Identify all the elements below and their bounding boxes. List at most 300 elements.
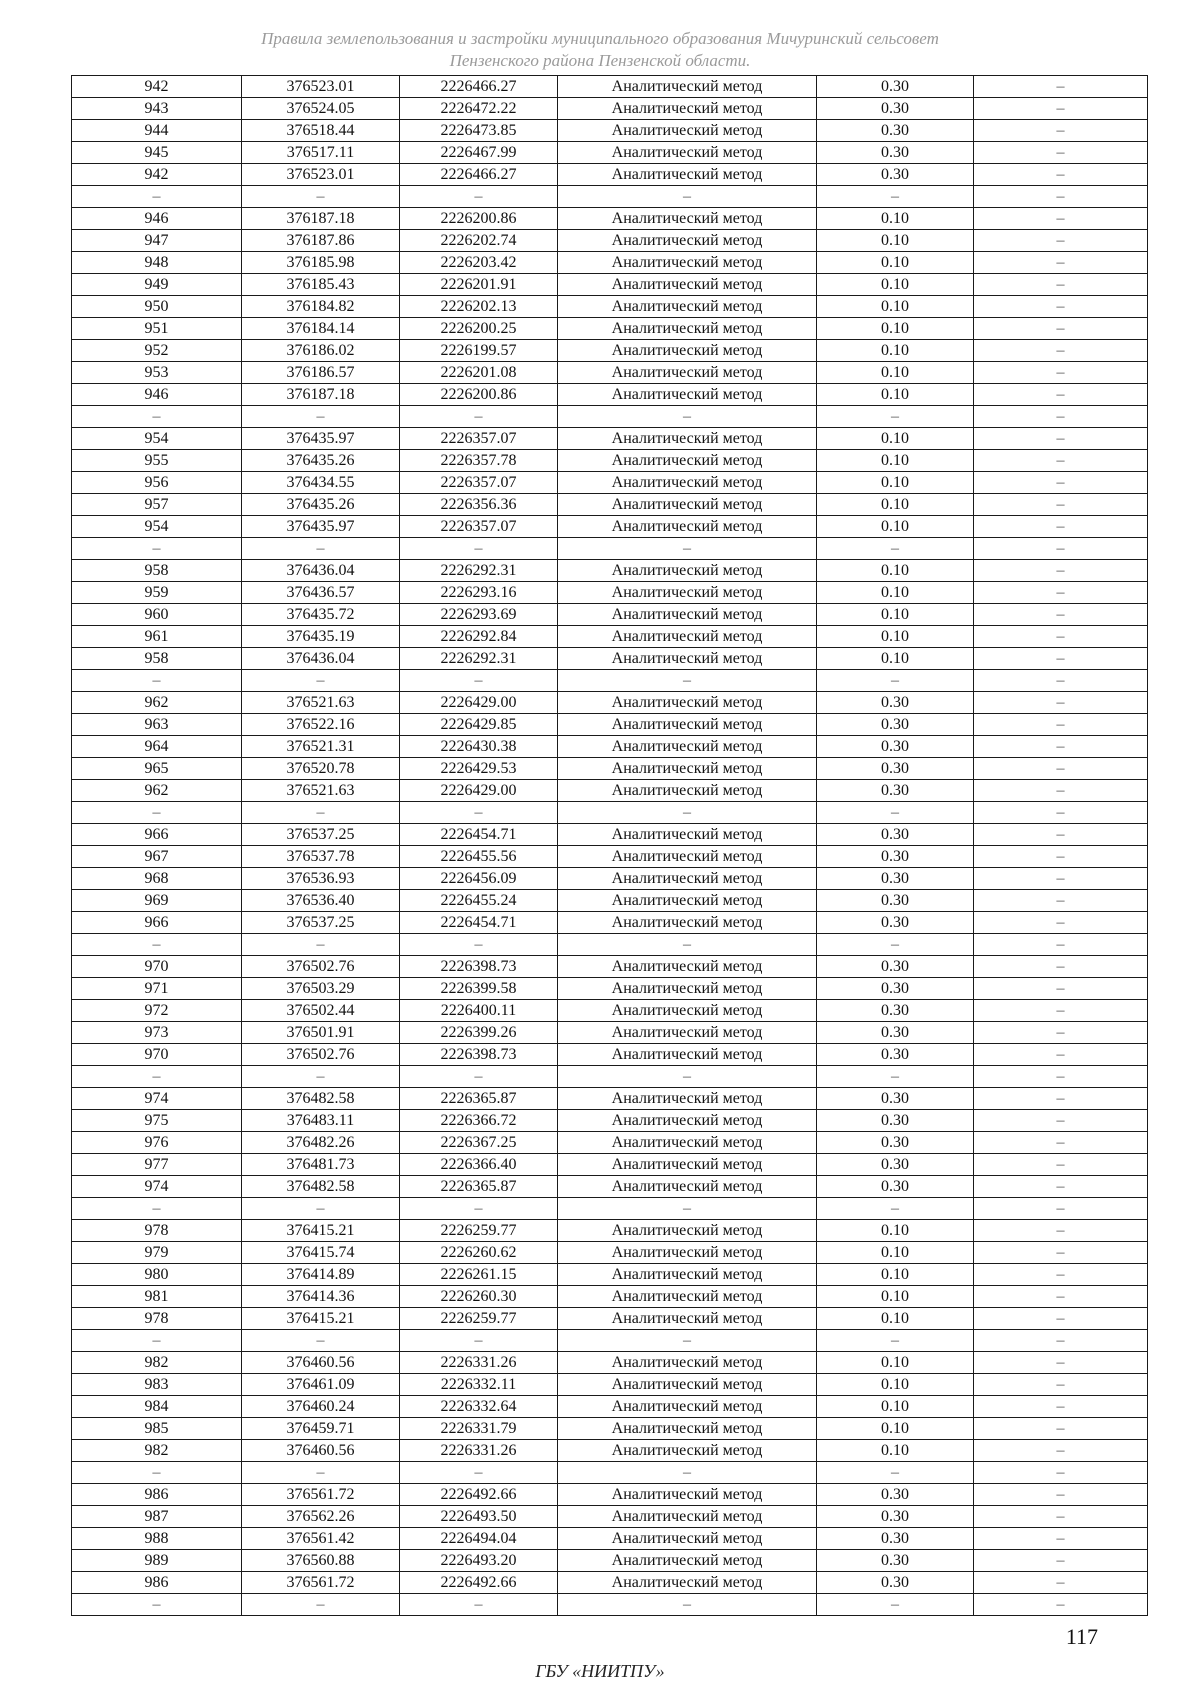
point-number-cell: – <box>72 1594 242 1616</box>
point-number-cell: – <box>72 186 242 208</box>
point-number-cell: 962 <box>72 692 242 714</box>
note-cell: – <box>974 1132 1148 1154</box>
x-coordinate-cell: 376186.57 <box>242 362 400 384</box>
y-coordinate-cell: 2226292.84 <box>400 626 558 648</box>
table-row <box>72 1308 1148 1330</box>
accuracy-cell: 0.30 <box>817 164 974 186</box>
note-cell: – <box>974 362 1148 384</box>
method-cell: – <box>558 1066 817 1088</box>
y-coordinate-cell: 2226292.31 <box>400 560 558 582</box>
accuracy-cell: 0.10 <box>817 450 974 472</box>
accuracy-cell: 0.10 <box>817 208 974 230</box>
x-coordinate-cell: 376561.72 <box>242 1572 400 1594</box>
y-coordinate-cell: 2226399.58 <box>400 978 558 1000</box>
y-coordinate-cell: 2226455.56 <box>400 846 558 868</box>
point-number-cell: 971 <box>72 978 242 1000</box>
point-number-cell: 978 <box>72 1308 242 1330</box>
table-row <box>72 1396 1148 1418</box>
note-cell: – <box>974 890 1148 912</box>
accuracy-cell: 0.10 <box>817 296 974 318</box>
point-number-cell: 978 <box>72 1220 242 1242</box>
method-cell: Аналитический метод <box>558 208 817 230</box>
note-cell: – <box>974 1528 1148 1550</box>
accuracy-cell: 0.10 <box>817 604 974 626</box>
point-number-cell: – <box>72 538 242 560</box>
y-coordinate-cell: 2226202.13 <box>400 296 558 318</box>
x-coordinate-cell: 376460.56 <box>242 1352 400 1374</box>
point-number-cell: 986 <box>72 1572 242 1594</box>
method-cell: – <box>558 934 817 956</box>
method-cell: Аналитический метод <box>558 296 817 318</box>
x-coordinate-cell: – <box>242 1198 400 1220</box>
accuracy-cell: 0.30 <box>817 1506 974 1528</box>
y-coordinate-cell: 2226332.64 <box>400 1396 558 1418</box>
x-coordinate-cell: 376415.21 <box>242 1220 400 1242</box>
x-coordinate-cell: 376459.71 <box>242 1418 400 1440</box>
method-cell: Аналитический метод <box>558 648 817 670</box>
y-coordinate-cell: 2226466.27 <box>400 76 558 98</box>
point-number-cell: 953 <box>72 362 242 384</box>
method-cell: Аналитический метод <box>558 582 817 604</box>
table-row <box>72 1484 1148 1506</box>
x-coordinate-cell: 376521.63 <box>242 780 400 802</box>
accuracy-cell: – <box>817 406 974 428</box>
y-coordinate-cell: 2226367.25 <box>400 1132 558 1154</box>
accuracy-cell: – <box>817 670 974 692</box>
note-cell: – <box>974 98 1148 120</box>
x-coordinate-cell: 376502.76 <box>242 1044 400 1066</box>
note-cell: – <box>974 758 1148 780</box>
accuracy-cell: 0.10 <box>817 230 974 252</box>
note-cell: – <box>974 208 1148 230</box>
accuracy-cell: 0.10 <box>817 318 974 340</box>
note-cell: – <box>974 450 1148 472</box>
method-cell: – <box>558 1330 817 1352</box>
note-cell: – <box>974 1352 1148 1374</box>
point-number-cell: 960 <box>72 604 242 626</box>
y-coordinate-cell: – <box>400 1330 558 1352</box>
y-coordinate-cell: 2226366.40 <box>400 1154 558 1176</box>
method-cell: – <box>558 670 817 692</box>
method-cell: Аналитический метод <box>558 1264 817 1286</box>
accuracy-cell: 0.10 <box>817 1286 974 1308</box>
table-row <box>72 1044 1148 1066</box>
y-coordinate-cell: 2226473.85 <box>400 120 558 142</box>
coordinates-table-body <box>72 76 1148 1616</box>
point-number-cell: 952 <box>72 340 242 362</box>
x-coordinate-cell: 376460.56 <box>242 1440 400 1462</box>
method-cell: Аналитический метод <box>558 1088 817 1110</box>
method-cell: Аналитический метод <box>558 1154 817 1176</box>
x-coordinate-cell: 376502.76 <box>242 956 400 978</box>
x-coordinate-cell: 376482.26 <box>242 1132 400 1154</box>
coordinates-table <box>71 75 1148 1616</box>
table-row <box>72 912 1148 934</box>
note-cell: – <box>974 1308 1148 1330</box>
y-coordinate-cell: – <box>400 1462 558 1484</box>
x-coordinate-cell: 376483.11 <box>242 1110 400 1132</box>
y-coordinate-cell: 2226456.09 <box>400 868 558 890</box>
table-row <box>72 1066 1148 1088</box>
y-coordinate-cell: 2226357.07 <box>400 428 558 450</box>
table-row <box>72 1176 1148 1198</box>
x-coordinate-cell: 376520.78 <box>242 758 400 780</box>
y-coordinate-cell: 2226455.24 <box>400 890 558 912</box>
accuracy-cell: – <box>817 1462 974 1484</box>
accuracy-cell: 0.10 <box>817 428 974 450</box>
table-row <box>72 604 1148 626</box>
y-coordinate-cell: 2226454.71 <box>400 824 558 846</box>
table-row <box>72 252 1148 274</box>
y-coordinate-cell: 2226293.69 <box>400 604 558 626</box>
point-number-cell: 961 <box>72 626 242 648</box>
point-number-cell: 959 <box>72 582 242 604</box>
y-coordinate-cell: 2226201.08 <box>400 362 558 384</box>
table-row <box>72 626 1148 648</box>
point-number-cell: 988 <box>72 1528 242 1550</box>
point-number-cell: 970 <box>72 1044 242 1066</box>
method-cell: – <box>558 186 817 208</box>
table-row <box>72 164 1148 186</box>
point-number-cell: 975 <box>72 1110 242 1132</box>
accuracy-cell: 0.30 <box>817 1550 974 1572</box>
y-coordinate-cell: 2226454.71 <box>400 912 558 934</box>
y-coordinate-cell: 2226259.77 <box>400 1220 558 1242</box>
point-number-cell: 982 <box>72 1352 242 1374</box>
note-cell: – <box>974 1462 1148 1484</box>
x-coordinate-cell: 376560.88 <box>242 1550 400 1572</box>
note-cell: – <box>974 780 1148 802</box>
note-cell: – <box>974 318 1148 340</box>
note-cell: – <box>974 648 1148 670</box>
x-coordinate-cell: 376482.58 <box>242 1176 400 1198</box>
y-coordinate-cell: 2226202.74 <box>400 230 558 252</box>
y-coordinate-cell: 2226331.79 <box>400 1418 558 1440</box>
x-coordinate-cell: 376521.31 <box>242 736 400 758</box>
method-cell: Аналитический метод <box>558 956 817 978</box>
accuracy-cell: 0.10 <box>817 494 974 516</box>
note-cell: – <box>974 1000 1148 1022</box>
method-cell: Аналитический метод <box>558 1396 817 1418</box>
point-number-cell: – <box>72 670 242 692</box>
accuracy-cell: 0.10 <box>817 582 974 604</box>
note-cell: – <box>974 1022 1148 1044</box>
point-number-cell: – <box>72 1066 242 1088</box>
method-cell: – <box>558 538 817 560</box>
method-cell: – <box>558 802 817 824</box>
point-number-cell: – <box>72 1198 242 1220</box>
y-coordinate-cell: 2226429.85 <box>400 714 558 736</box>
method-cell: Аналитический метод <box>558 472 817 494</box>
table-row <box>72 76 1148 98</box>
point-number-cell: 954 <box>72 428 242 450</box>
y-coordinate-cell: – <box>400 802 558 824</box>
point-number-cell: 947 <box>72 230 242 252</box>
note-cell: – <box>974 1176 1148 1198</box>
table-row <box>72 1352 1148 1374</box>
method-cell: Аналитический метод <box>558 978 817 1000</box>
x-coordinate-cell: 376523.01 <box>242 164 400 186</box>
point-number-cell: 955 <box>72 450 242 472</box>
point-number-cell: 948 <box>72 252 242 274</box>
x-coordinate-cell: 376502.44 <box>242 1000 400 1022</box>
table-row <box>72 1594 1148 1616</box>
method-cell: Аналитический метод <box>558 1484 817 1506</box>
accuracy-cell: 0.10 <box>817 516 974 538</box>
method-cell: Аналитический метод <box>558 1550 817 1572</box>
method-cell: Аналитический метод <box>558 1022 817 1044</box>
table-row <box>72 186 1148 208</box>
accuracy-cell: 0.30 <box>817 868 974 890</box>
point-number-cell: 946 <box>72 384 242 406</box>
accuracy-cell: 0.30 <box>817 1528 974 1550</box>
accuracy-cell: 0.30 <box>817 1176 974 1198</box>
table-row <box>72 362 1148 384</box>
x-coordinate-cell: 376415.21 <box>242 1308 400 1330</box>
accuracy-cell: 0.30 <box>817 120 974 142</box>
point-number-cell: 956 <box>72 472 242 494</box>
method-cell: Аналитический метод <box>558 692 817 714</box>
method-cell: Аналитический метод <box>558 824 817 846</box>
accuracy-cell: 0.30 <box>817 98 974 120</box>
accuracy-cell: 0.30 <box>817 1572 974 1594</box>
accuracy-cell: 0.30 <box>817 1132 974 1154</box>
method-cell: Аналитический метод <box>558 1418 817 1440</box>
note-cell: – <box>974 494 1148 516</box>
table-row <box>72 560 1148 582</box>
method-cell: – <box>558 1198 817 1220</box>
method-cell: Аналитический метод <box>558 560 817 582</box>
note-cell: – <box>974 538 1148 560</box>
method-cell: Аналитический метод <box>558 1572 817 1594</box>
note-cell: – <box>974 956 1148 978</box>
y-coordinate-cell: – <box>400 186 558 208</box>
x-coordinate-cell: 376184.14 <box>242 318 400 340</box>
note-cell: – <box>974 1330 1148 1352</box>
point-number-cell: 945 <box>72 142 242 164</box>
method-cell: Аналитический метод <box>558 1242 817 1264</box>
accuracy-cell: – <box>817 1330 974 1352</box>
x-coordinate-cell: 376518.44 <box>242 120 400 142</box>
point-number-cell: 983 <box>72 1374 242 1396</box>
table-row <box>72 1528 1148 1550</box>
accuracy-cell: 0.30 <box>817 1044 974 1066</box>
x-coordinate-cell: 376186.02 <box>242 340 400 362</box>
table-row <box>72 318 1148 340</box>
x-coordinate-cell: 376436.04 <box>242 648 400 670</box>
accuracy-cell: 0.30 <box>817 758 974 780</box>
y-coordinate-cell: 2226200.86 <box>400 384 558 406</box>
method-cell: Аналитический метод <box>558 758 817 780</box>
point-number-cell: 977 <box>72 1154 242 1176</box>
x-coordinate-cell: 376524.05 <box>242 98 400 120</box>
note-cell: – <box>974 1044 1148 1066</box>
table-row <box>72 1000 1148 1022</box>
y-coordinate-cell: 2226259.77 <box>400 1308 558 1330</box>
table-row <box>72 1330 1148 1352</box>
point-number-cell: 962 <box>72 780 242 802</box>
x-coordinate-cell: 376414.89 <box>242 1264 400 1286</box>
method-cell: Аналитический метод <box>558 604 817 626</box>
accuracy-cell: 0.10 <box>817 1418 974 1440</box>
accuracy-cell: 0.10 <box>817 1374 974 1396</box>
note-cell: – <box>974 1286 1148 1308</box>
point-number-cell: 966 <box>72 912 242 934</box>
table-row <box>72 978 1148 1000</box>
method-cell: Аналитический метод <box>558 912 817 934</box>
note-cell: – <box>974 714 1148 736</box>
table-row <box>72 98 1148 120</box>
accuracy-cell: 0.30 <box>817 780 974 802</box>
accuracy-cell: 0.10 <box>817 1396 974 1418</box>
accuracy-cell: 0.10 <box>817 1242 974 1264</box>
accuracy-cell: 0.30 <box>817 978 974 1000</box>
point-number-cell: 976 <box>72 1132 242 1154</box>
note-cell: – <box>974 604 1148 626</box>
x-coordinate-cell: 376434.55 <box>242 472 400 494</box>
point-number-cell: 985 <box>72 1418 242 1440</box>
point-number-cell: – <box>72 1462 242 1484</box>
table-row <box>72 1198 1148 1220</box>
note-cell: – <box>974 1484 1148 1506</box>
x-coordinate-cell: 376435.97 <box>242 428 400 450</box>
method-cell: Аналитический метод <box>558 1220 817 1242</box>
accuracy-cell: 0.30 <box>817 1022 974 1044</box>
x-coordinate-cell: – <box>242 802 400 824</box>
method-cell: Аналитический метод <box>558 1176 817 1198</box>
x-coordinate-cell: 376435.97 <box>242 516 400 538</box>
table-row <box>72 1154 1148 1176</box>
x-coordinate-cell: 376460.24 <box>242 1396 400 1418</box>
accuracy-cell: – <box>817 1198 974 1220</box>
point-number-cell: – <box>72 406 242 428</box>
y-coordinate-cell: 2226365.87 <box>400 1088 558 1110</box>
table-row <box>72 1242 1148 1264</box>
y-coordinate-cell: 2226201.91 <box>400 274 558 296</box>
x-coordinate-cell: – <box>242 186 400 208</box>
table-row <box>72 538 1148 560</box>
note-cell: – <box>974 1242 1148 1264</box>
table-row <box>72 1132 1148 1154</box>
method-cell: Аналитический метод <box>558 1374 817 1396</box>
x-coordinate-cell: 376415.74 <box>242 1242 400 1264</box>
point-number-cell: 982 <box>72 1440 242 1462</box>
point-number-cell: – <box>72 802 242 824</box>
method-cell: – <box>558 1462 817 1484</box>
table-row <box>72 824 1148 846</box>
table-row <box>72 406 1148 428</box>
x-coordinate-cell: 376517.11 <box>242 142 400 164</box>
note-cell: – <box>974 978 1148 1000</box>
accuracy-cell: – <box>817 186 974 208</box>
table-row <box>72 758 1148 780</box>
accuracy-cell: – <box>817 1594 974 1616</box>
y-coordinate-cell: 2226331.26 <box>400 1440 558 1462</box>
x-coordinate-cell: 376436.57 <box>242 582 400 604</box>
point-number-cell: 942 <box>72 76 242 98</box>
y-coordinate-cell: 2226357.07 <box>400 472 558 494</box>
x-coordinate-cell: 376537.78 <box>242 846 400 868</box>
x-coordinate-cell: 376522.16 <box>242 714 400 736</box>
accuracy-cell: 0.10 <box>817 560 974 582</box>
method-cell: Аналитический метод <box>558 384 817 406</box>
table-row <box>72 1572 1148 1594</box>
note-cell: – <box>974 1264 1148 1286</box>
note-cell: – <box>974 120 1148 142</box>
note-cell: – <box>974 428 1148 450</box>
table-row <box>72 802 1148 824</box>
y-coordinate-cell: – <box>400 538 558 560</box>
note-cell: – <box>974 1396 1148 1418</box>
accuracy-cell: 0.10 <box>817 1352 974 1374</box>
y-coordinate-cell: 2226466.27 <box>400 164 558 186</box>
accuracy-cell: 0.10 <box>817 252 974 274</box>
accuracy-cell: 0.10 <box>817 384 974 406</box>
point-number-cell: 980 <box>72 1264 242 1286</box>
method-cell: Аналитический метод <box>558 626 817 648</box>
table-row <box>72 450 1148 472</box>
x-coordinate-cell: – <box>242 934 400 956</box>
note-cell: – <box>974 692 1148 714</box>
y-coordinate-cell: 2226357.78 <box>400 450 558 472</box>
note-cell: – <box>974 1572 1148 1594</box>
x-coordinate-cell: 376521.63 <box>242 692 400 714</box>
accuracy-cell: 0.10 <box>817 1308 974 1330</box>
table-row <box>72 494 1148 516</box>
method-cell: Аналитический метод <box>558 1440 817 1462</box>
note-cell: – <box>974 846 1148 868</box>
note-cell: – <box>974 824 1148 846</box>
y-coordinate-cell: 2226331.26 <box>400 1352 558 1374</box>
x-coordinate-cell: 376537.25 <box>242 824 400 846</box>
table-row <box>72 208 1148 230</box>
accuracy-cell: 0.10 <box>817 626 974 648</box>
y-coordinate-cell: 2226494.04 <box>400 1528 558 1550</box>
y-coordinate-cell: 2226398.73 <box>400 956 558 978</box>
point-number-cell: 965 <box>72 758 242 780</box>
y-coordinate-cell: – <box>400 1594 558 1616</box>
y-coordinate-cell: 2226493.20 <box>400 1550 558 1572</box>
method-cell: Аналитический метод <box>558 516 817 538</box>
point-number-cell: 973 <box>72 1022 242 1044</box>
table-row <box>72 1462 1148 1484</box>
accuracy-cell: 0.30 <box>817 1088 974 1110</box>
note-cell: – <box>974 1110 1148 1132</box>
table-row <box>72 428 1148 450</box>
y-coordinate-cell: 2226356.36 <box>400 494 558 516</box>
point-number-cell: 944 <box>72 120 242 142</box>
accuracy-cell: 0.30 <box>817 890 974 912</box>
note-cell: – <box>974 1066 1148 1088</box>
y-coordinate-cell: – <box>400 1198 558 1220</box>
table-row <box>72 648 1148 670</box>
table-row <box>72 714 1148 736</box>
table-row <box>72 1440 1148 1462</box>
y-coordinate-cell: 2226365.87 <box>400 1176 558 1198</box>
note-cell: – <box>974 296 1148 318</box>
x-coordinate-cell: 376536.40 <box>242 890 400 912</box>
point-number-cell: 954 <box>72 516 242 538</box>
table-row <box>72 956 1148 978</box>
point-number-cell: 951 <box>72 318 242 340</box>
y-coordinate-cell: 2226293.16 <box>400 582 558 604</box>
method-cell: Аналитический метод <box>558 76 817 98</box>
method-cell: Аналитический метод <box>558 846 817 868</box>
table-row <box>72 868 1148 890</box>
method-cell: Аналитический метод <box>558 1352 817 1374</box>
header-line-2: Пензенского района Пензенской области. <box>449 51 751 70</box>
y-coordinate-cell: 2226357.07 <box>400 516 558 538</box>
